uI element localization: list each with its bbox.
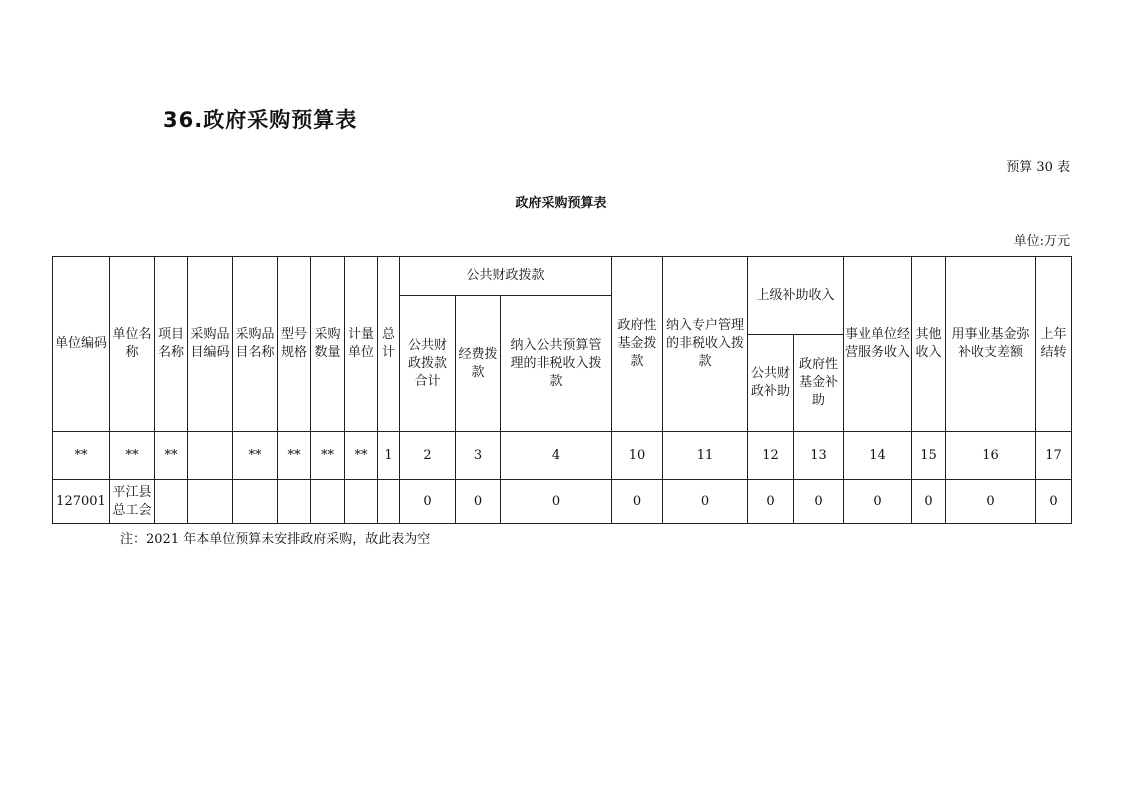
header-superior-public: 公共财政补助 — [748, 335, 794, 432]
data-cell — [233, 480, 278, 524]
data-cell — [345, 480, 378, 524]
index-cell: ** — [53, 432, 110, 480]
data-cell: 0 — [946, 480, 1036, 524]
header-public-finance-group: 公共财政拨款 — [400, 257, 612, 296]
index-cell: ** — [233, 432, 278, 480]
header-unit-name: 单位名称 — [110, 257, 155, 432]
header-funding: 经费拨款 — [456, 296, 501, 432]
data-cell — [155, 480, 188, 524]
data-cell: 0 — [844, 480, 912, 524]
header-special-account: 纳入专户管理的非税收入拨款 — [663, 257, 748, 432]
header-business-income: 事业单位经营服务收入 — [844, 257, 912, 432]
header-item-code: 采购品目编码 — [188, 257, 233, 432]
index-cell: 12 — [748, 432, 794, 480]
data-cell: 0 — [1036, 480, 1072, 524]
data-cell: 0 — [501, 480, 612, 524]
index-cell: ** — [345, 432, 378, 480]
header-superior-group: 上级补助收入 — [748, 257, 844, 335]
data-cell: 127001 — [53, 480, 110, 524]
index-cell: 1 — [378, 432, 400, 480]
index-cell: 15 — [912, 432, 946, 480]
data-cell: 0 — [612, 480, 663, 524]
data-cell — [188, 480, 233, 524]
index-cell: 16 — [946, 432, 1036, 480]
header-quantity: 采购数量 — [311, 257, 345, 432]
index-cell: ** — [155, 432, 188, 480]
footnote: 注：2021 年本单位预算未安排政府采购，故此表为空 — [120, 532, 431, 547]
header-unit-code: 单位编码 — [53, 257, 110, 432]
header-carryover: 上年结转 — [1036, 257, 1072, 432]
index-cell: 3 — [456, 432, 501, 480]
data-cell: 0 — [794, 480, 844, 524]
unit-label: 单位:万元 — [1013, 234, 1070, 249]
header-nontax-budget: 纳入公共预算管理的非税收入拨款 — [501, 296, 612, 432]
header-total: 总计 — [378, 257, 400, 432]
data-cell — [378, 480, 400, 524]
index-cell — [188, 432, 233, 480]
data-cell — [278, 480, 311, 524]
index-cell: 11 — [663, 432, 748, 480]
data-cell: 0 — [748, 480, 794, 524]
header-public-finance-total: 公共财政拨款合计 — [400, 296, 456, 432]
data-cell: 平江县总工会 — [110, 480, 155, 524]
index-cell: ** — [278, 432, 311, 480]
header-measure-unit: 计量单位 — [345, 257, 378, 432]
data-cell — [311, 480, 345, 524]
index-cell: 13 — [794, 432, 844, 480]
header-superior-gov-fund: 政府性基金补助 — [794, 335, 844, 432]
data-cell: 0 — [912, 480, 946, 524]
index-row — [53, 432, 1072, 480]
index-cell: 17 — [1036, 432, 1072, 480]
header-model-spec: 型号规格 — [278, 257, 311, 432]
index-cell: 14 — [844, 432, 912, 480]
data-cell: 0 — [456, 480, 501, 524]
index-cell: 4 — [501, 432, 612, 480]
header-other-income: 其他收入 — [912, 257, 946, 432]
data-cell: 0 — [663, 480, 748, 524]
header-item-name: 采购品目名称 — [233, 257, 278, 432]
table-row — [53, 480, 1072, 524]
index-cell: ** — [110, 432, 155, 480]
data-cell: 0 — [400, 480, 456, 524]
procurement-budget-table — [52, 256, 1072, 524]
index-cell: ** — [311, 432, 345, 480]
page-heading: 36.政府采购预算表 — [163, 108, 358, 132]
index-cell: 10 — [612, 432, 663, 480]
header-project-name: 项目名称 — [155, 257, 188, 432]
header-fund-compensation: 用事业基金弥补收支差额 — [946, 257, 1036, 432]
table-title: 政府采购预算表 — [515, 196, 607, 211]
table-number: 预算 30 表 — [1006, 160, 1070, 175]
index-cell: 2 — [400, 432, 456, 480]
header-gov-fund: 政府性基金拨款 — [612, 257, 663, 432]
